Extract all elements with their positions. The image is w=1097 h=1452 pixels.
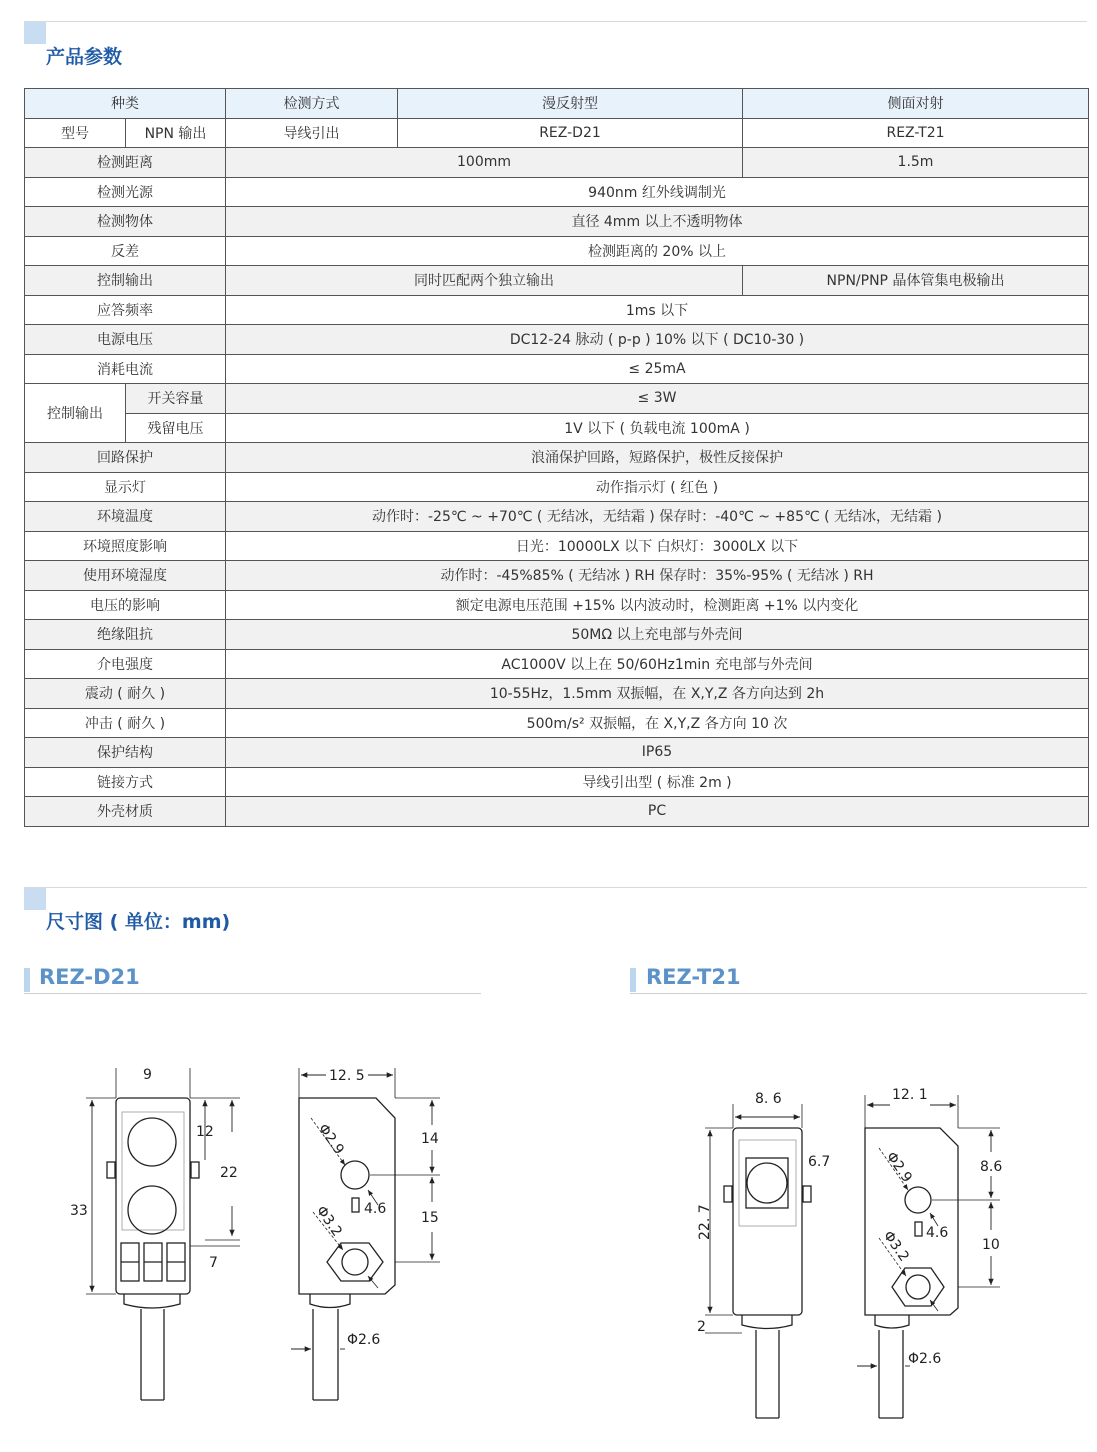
t21-side-view (857, 1095, 1003, 1418)
row-label: 电源电压 (25, 325, 226, 355)
table-row (25, 236, 1089, 266)
header-cell: 种类 (25, 89, 226, 119)
table-row (25, 797, 1089, 827)
row-value: 1ms 以下 (226, 295, 1089, 325)
t21-front-view (705, 1104, 811, 1418)
t21-dim-c: 2 (697, 1319, 706, 1335)
row-label: 介电强度 (25, 649, 226, 679)
table-row (25, 502, 1089, 532)
d21-dim-a: 12 (196, 1124, 214, 1140)
row-label: 控制输出 (25, 384, 126, 443)
dimension-drawings (0, 1040, 1097, 1452)
row-value: ≤ 3W (226, 384, 1089, 414)
section-marker (24, 888, 46, 910)
row-label: 绝缘阻抗 (25, 620, 226, 650)
row-label: 回路保护 (25, 443, 226, 473)
row-value: 动作时：-45%85% ( 无结冰 ) RH 保存时：35%-95% ( 无结冰 ) RH (226, 561, 1089, 591)
row-label: 检测物体 (25, 207, 226, 237)
row-label: 冲击 ( 耐久 ) (25, 708, 226, 738)
row-label: 保护结构 (25, 738, 226, 768)
row-value: 10-55Hz，1.5mm 双振幅，在 X,Y,Z 各方向达到 2h (226, 679, 1089, 709)
d21-dim-cable: Φ2.6 (347, 1332, 381, 1348)
row-value: 额定电源电压范围 +15% 以内波动时，检测距离 +1% 以内变化 (226, 590, 1089, 620)
row-label: 控制输出 (25, 266, 226, 296)
top-divider (24, 21, 1087, 22)
d21-dim-b: 22 (220, 1165, 238, 1181)
d21-dim-c: 7 (209, 1255, 218, 1271)
table-row-model (25, 118, 1089, 148)
row-value: ≤ 25mA (226, 354, 1089, 384)
row-value: 940nm 红外线调制光 (226, 177, 1089, 207)
model-title-d21: REZ-D21 (39, 965, 140, 989)
table-header-row (25, 89, 1089, 119)
row-value: NPN/PNP 晶体管集电极输出 (743, 266, 1089, 296)
row-label: 震动 ( 耐久 ) (25, 679, 226, 709)
table-row (25, 325, 1089, 355)
subsection-line (630, 993, 1087, 994)
d21-front-view (86, 1068, 240, 1400)
row-label: 外壳材质 (25, 797, 226, 827)
row-label: 反差 (25, 236, 226, 266)
row-value: 100mm (226, 148, 743, 178)
row-value: 动作指示灯 ( 红色 ) (226, 472, 1089, 502)
row-label: 检测距离 (25, 148, 226, 178)
row-value: 导线引出 (226, 118, 398, 148)
row-value: 同时匹配两个独立输出 (226, 266, 743, 296)
row-value: 浪涌保护回路，短路保护，极性反接保护 (226, 443, 1089, 473)
table-row (25, 207, 1089, 237)
table-row (25, 443, 1089, 473)
t21-dim-s1: 8.6 (980, 1159, 1003, 1175)
row-label: 环境照度影响 (25, 531, 226, 561)
d21-dim-s2: 15 (421, 1210, 439, 1226)
d21-dim-phi1: Φ2.9 (314, 1121, 347, 1158)
row-value: 日光：10000LX 以下 白炽灯：3000LX 以下 (226, 531, 1089, 561)
header-cell: 检测方式 (226, 89, 398, 119)
t21-dim-cable: Φ2.6 (908, 1351, 942, 1367)
t21-dim-a: 6.7 (808, 1154, 831, 1170)
row-value: REZ-D21 (398, 118, 743, 148)
table-row (25, 354, 1089, 384)
subsection-line (24, 993, 481, 994)
row-label: 电压的影响 (25, 590, 226, 620)
t21-dim-phi1: Φ2.9 (882, 1149, 915, 1186)
row-label: 型号 (25, 118, 126, 148)
table-row (25, 679, 1089, 709)
table-row-switch-capacity (25, 384, 1089, 414)
header-cell: 漫反射型 (398, 89, 743, 119)
row-value: 50MΩ 以上充电部与外壳间 (226, 620, 1089, 650)
t21-dim-phi2: Φ3.2 (879, 1228, 912, 1265)
row-value: 检测距离的 20% 以上 (226, 236, 1089, 266)
section-marker (24, 22, 46, 44)
row-value: IP65 (226, 738, 1089, 768)
row-label: 链接方式 (25, 767, 226, 797)
table-row (25, 708, 1089, 738)
row-value: REZ-T21 (743, 118, 1089, 148)
spec-table (24, 88, 1089, 827)
t21-dim-hole: 4.6 (926, 1225, 949, 1241)
table-row-control (25, 266, 1089, 296)
table-row (25, 738, 1089, 768)
table-row (25, 295, 1089, 325)
row-sublabel: NPN 输出 (126, 118, 226, 148)
table-row (25, 561, 1089, 591)
row-label: 应答频率 (25, 295, 226, 325)
row-value: DC12-24 脉动 ( p-p ) 10% 以下 ( DC10-30 ) (226, 325, 1089, 355)
t21-dim-height: 22. 7 (697, 1204, 713, 1240)
t21-dim-width: 8. 6 (755, 1091, 782, 1107)
table-row (25, 590, 1089, 620)
row-value: AC1000V 以上在 50/60Hz1min 充电部与外壳间 (226, 649, 1089, 679)
subsection-marker (630, 968, 636, 992)
header-cell: 侧面对射 (743, 89, 1089, 119)
row-value: 导线引出型 ( 标准 2m ) (226, 767, 1089, 797)
t21-dim-side-width: 12. 1 (892, 1087, 928, 1103)
section-title-dimensions: 尺寸图 ( 单位：mm) (46, 911, 231, 933)
row-label: 显示灯 (25, 472, 226, 502)
table-row (25, 649, 1089, 679)
table-row (25, 767, 1089, 797)
table-row (25, 177, 1089, 207)
row-value: PC (226, 797, 1089, 827)
model-title-t21: REZ-T21 (646, 965, 741, 989)
table-row (25, 472, 1089, 502)
d21-dim-height: 33 (70, 1203, 88, 1219)
row-label: 消耗电流 (25, 354, 226, 384)
d21-dim-phi2: Φ3.2 (312, 1203, 345, 1240)
subsection-marker (24, 968, 30, 992)
table-row (25, 531, 1089, 561)
d21-dim-s1: 14 (421, 1131, 439, 1147)
table-row-distance (25, 148, 1089, 178)
row-label: 使用环境湿度 (25, 561, 226, 591)
section-title-params: 产品参数 (46, 46, 123, 68)
row-value: 直径 4mm 以上不透明物体 (226, 207, 1089, 237)
d21-side-view (291, 1068, 440, 1400)
table-row (25, 620, 1089, 650)
section-divider (24, 887, 1087, 888)
row-sublabel: 残留电压 (126, 413, 226, 443)
row-label: 环境温度 (25, 502, 226, 532)
d21-dim-hole: 4.6 (364, 1201, 387, 1217)
row-sublabel: 开关容量 (126, 384, 226, 414)
d21-dim-width: 9 (143, 1067, 152, 1083)
row-label: 检测光源 (25, 177, 226, 207)
t21-dim-s2: 10 (982, 1237, 1000, 1253)
table-row-residual-voltage (25, 413, 1089, 443)
row-value: 500m/s² 双振幅，在 X,Y,Z 各方向 10 次 (226, 708, 1089, 738)
d21-dim-side-width: 12. 5 (329, 1068, 365, 1084)
row-value: 1V 以下 ( 负载电流 100mA ) (226, 413, 1089, 443)
row-value: 动作时：-25℃ ~ +70℃ ( 无结冰，无结霜 ) 保存时：-40℃ ~ +85℃ ( 无结冰，无结霜 ) (226, 502, 1089, 532)
row-value: 1.5m (743, 148, 1089, 178)
